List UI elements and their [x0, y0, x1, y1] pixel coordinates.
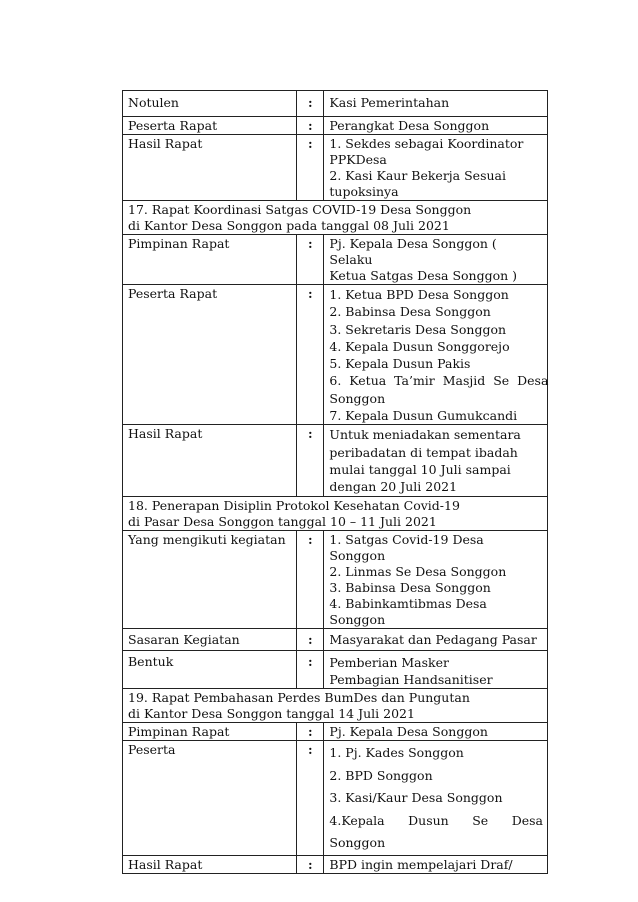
value-line: Masyarakat dan Pedagang Pasar: [329, 631, 537, 647]
section-heading-row: [123, 689, 548, 723]
row-label: Pimpinan Rapat: [123, 723, 297, 741]
heading-line: di Kantor Desa Songgon tanggal 14 Juli 2021: [128, 706, 415, 722]
value-line: Kasi Pemerintahan: [329, 95, 450, 110]
row-separator: :: [297, 741, 324, 856]
value-line: 1. Sekdes sebagai Koordinator: [329, 136, 524, 151]
table-row: [123, 285, 548, 425]
value-line: 7. Kepala Dusun Gumukcandi: [329, 408, 518, 424]
value-line: Perangkat Desa Songgon: [329, 118, 490, 133]
value-line: Pj. Kepala Desa Songgon: [329, 724, 488, 740]
value-line: mulai tanggal 10 Juli sampai: [329, 461, 511, 477]
row-separator: :: [297, 530, 324, 628]
row-label: Hasil Rapat: [123, 425, 297, 496]
row-label: Notulen: [123, 91, 297, 117]
section-heading: [123, 496, 548, 530]
justified-line: [329, 810, 543, 833]
value-line: Pemberian Masker: [329, 654, 449, 670]
table-row: [123, 425, 548, 496]
row-label: Hasil Rapat: [123, 135, 297, 201]
value-line: 2. Babinsa Desa Songgon: [329, 304, 491, 320]
row-label: Peserta Rapat: [123, 285, 297, 425]
value-line: 3. Babinsa Desa Songgon: [329, 579, 491, 595]
value-line: tupoksinya: [329, 184, 399, 199]
table-row: [123, 117, 548, 135]
value-line: Songgon: [329, 390, 386, 406]
row-separator: :: [297, 235, 324, 285]
row-label: Sasaran Kegiatan: [123, 628, 297, 650]
row-value: [324, 117, 548, 135]
row-separator: :: [297, 285, 324, 425]
row-separator: :: [297, 91, 324, 117]
table-row: [123, 741, 548, 856]
row-separator: :: [297, 855, 324, 873]
section-heading-row: [123, 201, 548, 235]
value-line: BPD ingin mempelajari Draf/: [329, 856, 513, 872]
row-label: Hasil Rapat: [123, 855, 297, 873]
value-line: Songgon: [329, 835, 386, 851]
heading-line: di Kantor Desa Songgon pada tanggal 08 Juli 2021: [128, 218, 450, 233]
row-value: [324, 91, 548, 117]
value-line: Untuk meniadakan sementara: [329, 427, 521, 443]
table-row: [123, 723, 548, 741]
section-heading: [123, 201, 548, 235]
table-row: [123, 628, 548, 650]
word: Se: [472, 812, 489, 828]
value-line: Songgon: [329, 611, 386, 627]
section-heading-row: [123, 496, 548, 530]
row-separator: :: [297, 135, 324, 201]
value-line: 4. Kepala Dusun Songgorejo: [329, 338, 510, 354]
value-line: 1. Satgas Covid-19 Desa Songgon: [329, 531, 484, 563]
value-line: 5. Kepala Dusun Pakis: [329, 356, 471, 372]
row-value: [324, 723, 548, 741]
value-line: peribadatan di tempat ibadah: [329, 444, 518, 460]
row-label: Peserta: [123, 741, 297, 856]
value-line: Ketua Satgas Desa Songgon ): [329, 268, 518, 283]
row-value: [324, 650, 548, 689]
value-line: Pj. Kepala Desa Songgon ( Selaku: [329, 236, 497, 267]
row-label: Bentuk: [123, 650, 297, 689]
value-line: Pembagian Handsanitiser: [329, 671, 493, 687]
table-row: [123, 135, 548, 201]
row-separator: :: [297, 117, 324, 135]
value-line: 2. BPD Songgon: [329, 767, 433, 783]
meeting-minutes-document: [122, 90, 548, 874]
value-line: 2. Linmas Se Desa Songgon: [329, 563, 507, 579]
value-line: 1. Pj. Kades Songgon: [329, 745, 464, 761]
row-separator: :: [297, 723, 324, 741]
value-line: 3. Kasi/Kaur Desa Songgon: [329, 790, 503, 806]
heading-line: 19. Rapat Pembahasan Perdes BumDes dan Pungutan: [128, 690, 470, 706]
table-row: [123, 650, 548, 689]
row-value: [324, 530, 548, 628]
row-value: [324, 285, 548, 425]
value-line: 3. Sekretaris Desa Songgon: [329, 321, 507, 337]
value-line: 6. Ketua Ta’mir Masjid Se Desa: [329, 373, 549, 389]
row-value: [324, 855, 548, 873]
value-line: 1. Ketua BPD Desa Songgon: [329, 287, 509, 302]
section-heading: [123, 689, 548, 723]
heading-line: di Pasar Desa Songgon tanggal 10 – 11 Juli 2021: [128, 513, 437, 529]
minutes-table: [122, 90, 548, 874]
row-value: [324, 135, 548, 201]
value-line: PPKDesa: [329, 152, 387, 167]
row-value: [324, 741, 548, 856]
value-line: 2. Kasi Kaur Bekerja Sesuai: [329, 168, 506, 183]
row-label: Peserta Rapat: [123, 117, 297, 135]
value-line: 4. Babinkamtibmas Desa: [329, 595, 487, 611]
word: 4.Kepala: [329, 812, 385, 828]
row-value: [324, 235, 548, 285]
word: Desa: [511, 812, 543, 828]
table-row: [123, 855, 548, 873]
value-line: dengan 20 Juli 2021: [329, 479, 458, 495]
row-separator: :: [297, 650, 324, 689]
row-separator: :: [297, 425, 324, 496]
heading-line: 18. Penerapan Disiplin Protokol Kesehatan Covid-19: [128, 497, 460, 513]
table-row: [123, 235, 548, 285]
heading-line: 17. Rapat Koordinasi Satgas COVID-19 Desa Songgon: [128, 202, 472, 217]
row-value: [324, 628, 548, 650]
row-label: Yang mengikuti kegiatan: [123, 530, 297, 628]
word: Dusun: [408, 812, 449, 828]
row-value: [324, 425, 548, 496]
table-row: [123, 91, 548, 117]
row-separator: :: [297, 628, 324, 650]
row-label: Pimpinan Rapat: [123, 235, 297, 285]
table-row: [123, 530, 548, 628]
